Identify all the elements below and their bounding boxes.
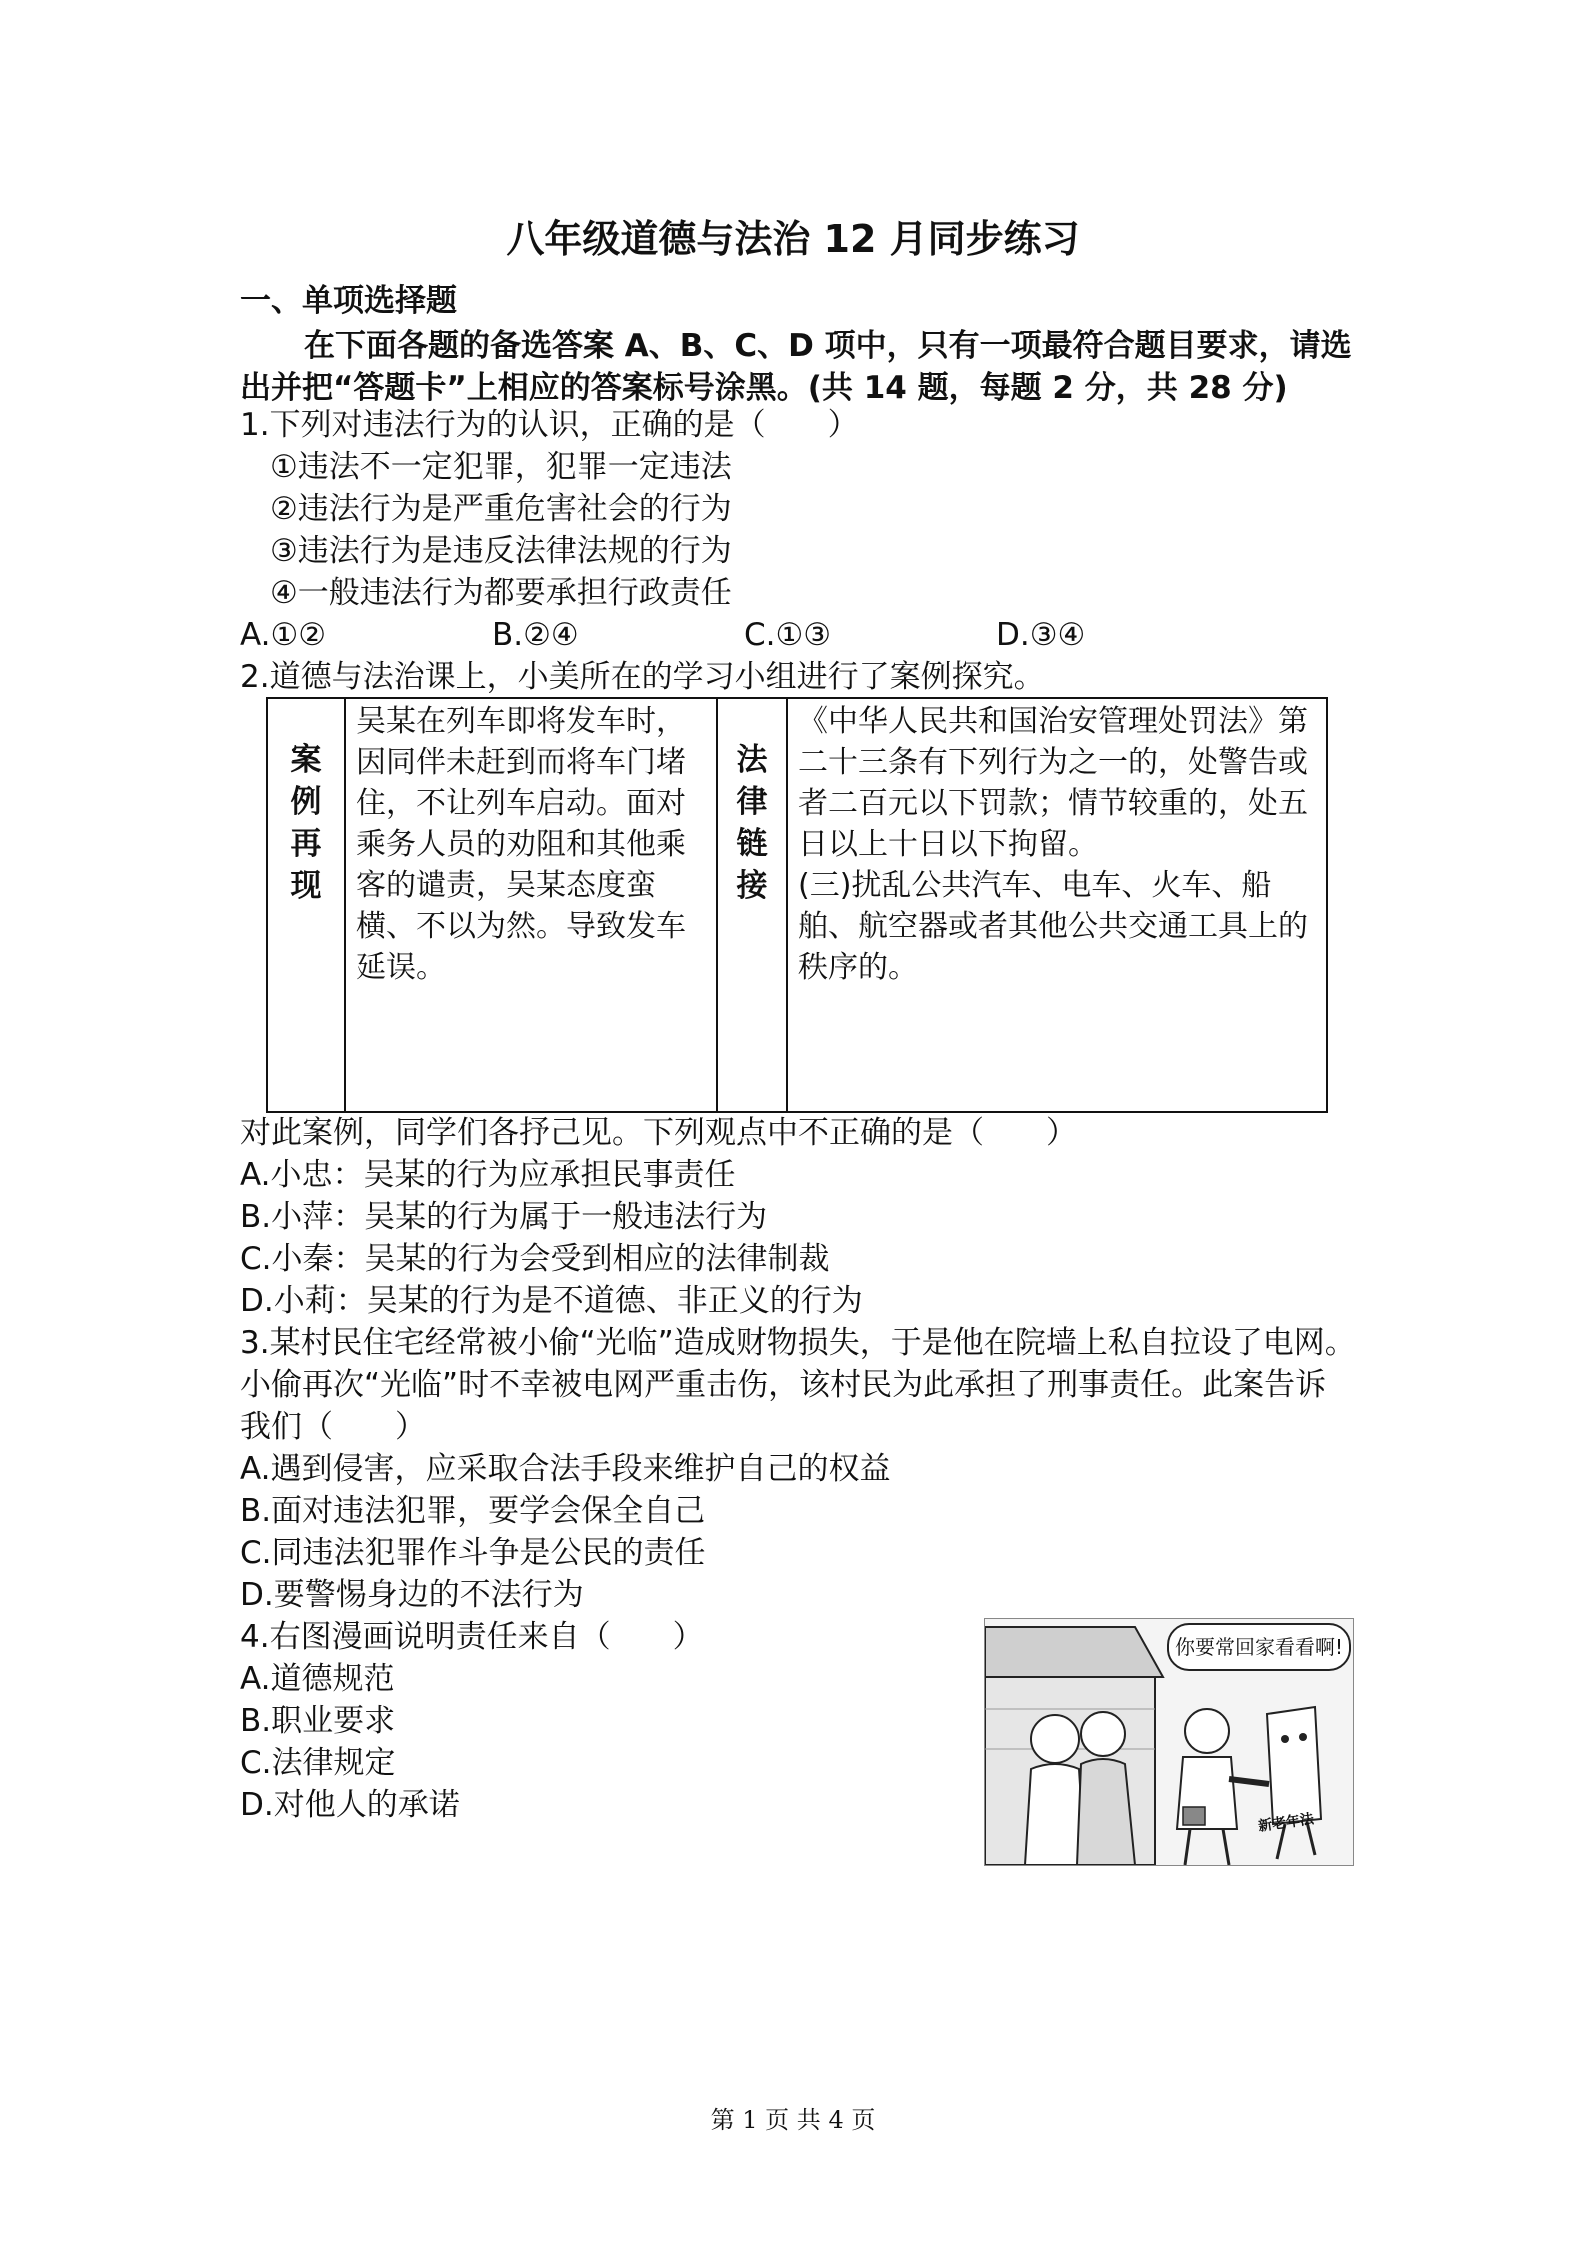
q4-option-a: A.道德规范 (240, 1661, 395, 1697)
q1-option-c: C.①③ (744, 617, 832, 653)
q3-stem-line-3: 我们（ ） (240, 1409, 426, 1445)
law-label-char: 法 (736, 742, 768, 778)
law-label-char: 链 (736, 826, 768, 862)
q1-statement-1: ①违法不一定犯罪，犯罪一定违法 (270, 449, 732, 485)
case-label-cell (267, 698, 345, 1112)
q1-option-a: A.①② (240, 617, 327, 653)
q3-stem-line-2: 小偷再次“光临”时不幸被电网严重击伤，该村民为此承担了刑事责任。此案告诉 (240, 1367, 1327, 1403)
q2-option-a: A.小忠：吴某的行为应承担民事责任 (240, 1157, 736, 1193)
q1-option-b: B.②④ (492, 617, 579, 653)
q4-stem: 4.右图漫画说明责任来自（ ） (240, 1619, 704, 1655)
instruction-line-2: 出并把“答题卡”上相应的答案标号涂黑。(共 14 题，每题 2 分，共 28 分) (240, 370, 1288, 406)
law-label-cell (717, 698, 787, 1112)
page-footer: 第 1 页 共 4 页 (710, 2106, 876, 2134)
section-heading: 一、单项选择题 (240, 283, 457, 319)
case-label-char: 案 (290, 742, 322, 778)
q1-option-d: D.③④ (996, 617, 1086, 653)
q3-stem-line-1: 3.某村民住宅经常被小偷“光临”造成财物损失，于是他在院墙上私自拉设了电网。 (240, 1325, 1356, 1361)
law-text-para-2: (三)扰乱公共汽车、电车、火车、船舶、航空器或者其他公共交通工具上的秩序的。 (798, 868, 1308, 985)
case-table (266, 697, 1328, 1113)
q3-option-b: B.面对违法犯罪，要学会保全自己 (240, 1493, 706, 1529)
case-text-cell: 吴某在列车即将发车时，因同伴未赶到而将车门堵住，不让列车启动。面对乘务人员的劝阻和其他乘客的谴责，吴某态度蛮横、不以为然。导致发车延误。 (345, 698, 717, 1112)
q1-statement-4: ④一般违法行为都要承担行政责任 (270, 575, 732, 611)
q2-option-b: B.小萍：吴某的行为属于一般违法行为 (240, 1199, 768, 1235)
case-label-char: 例 (290, 784, 322, 820)
case-label-char: 再 (290, 826, 322, 862)
q3-option-a: A.遇到侵害，应采取合法手段来维护自己的权益 (240, 1451, 891, 1487)
case-label-char: 现 (290, 868, 322, 904)
q2-option-d: D.小莉：吴某的行为是不道德、非正义的行为 (240, 1283, 863, 1319)
q1-statement-3: ③违法行为是违反法律法规的行为 (270, 533, 732, 569)
q3-option-c: C.同违法犯罪作斗争是公民的责任 (240, 1535, 706, 1571)
comic-law-tag: 新老年法 (1257, 1811, 1315, 1835)
q4-option-d: D.对他人的承诺 (240, 1787, 460, 1823)
law-text-cell (787, 698, 1327, 1112)
q4-option-b: B.职业要求 (240, 1703, 396, 1739)
q2-question: 对此案例，同学们各抒己见。下列观点中不正确的是（ ） (240, 1115, 1077, 1151)
law-label-char: 律 (736, 784, 768, 820)
instruction-line-1: 在下面各题的备选答案 A、B、C、D 项中，只有一项最符合题目要求，请选 (304, 328, 1352, 364)
q4-option-c: C.法律规定 (240, 1745, 396, 1781)
q2-option-c: C.小秦：吴某的行为会受到相应的法律制裁 (240, 1241, 830, 1277)
q1-statement-2: ②违法行为是严重危害社会的行为 (270, 491, 732, 527)
page-title: 八年级道德与法治 12 月同步练习 (506, 217, 1080, 261)
q3-option-d: D.要警惕身边的不法行为 (240, 1577, 584, 1613)
q1-stem: 1.下列对违法行为的认识，正确的是（ ） (240, 407, 859, 443)
q2-stem: 2.道德与法治课上，小美所在的学习小组进行了案例探究。 (240, 659, 1045, 695)
law-text-para-1: 《中华人民共和国治安管理处罚法》第二十三条有下列行为之一的，处警告或者二百元以下罚款；情节较重的，处五日以上十日以下拘留。 (798, 704, 1308, 862)
comic-speech-bubble: 你要常回家看看啊! (1167, 1623, 1351, 1671)
law-label-char: 接 (736, 868, 768, 904)
